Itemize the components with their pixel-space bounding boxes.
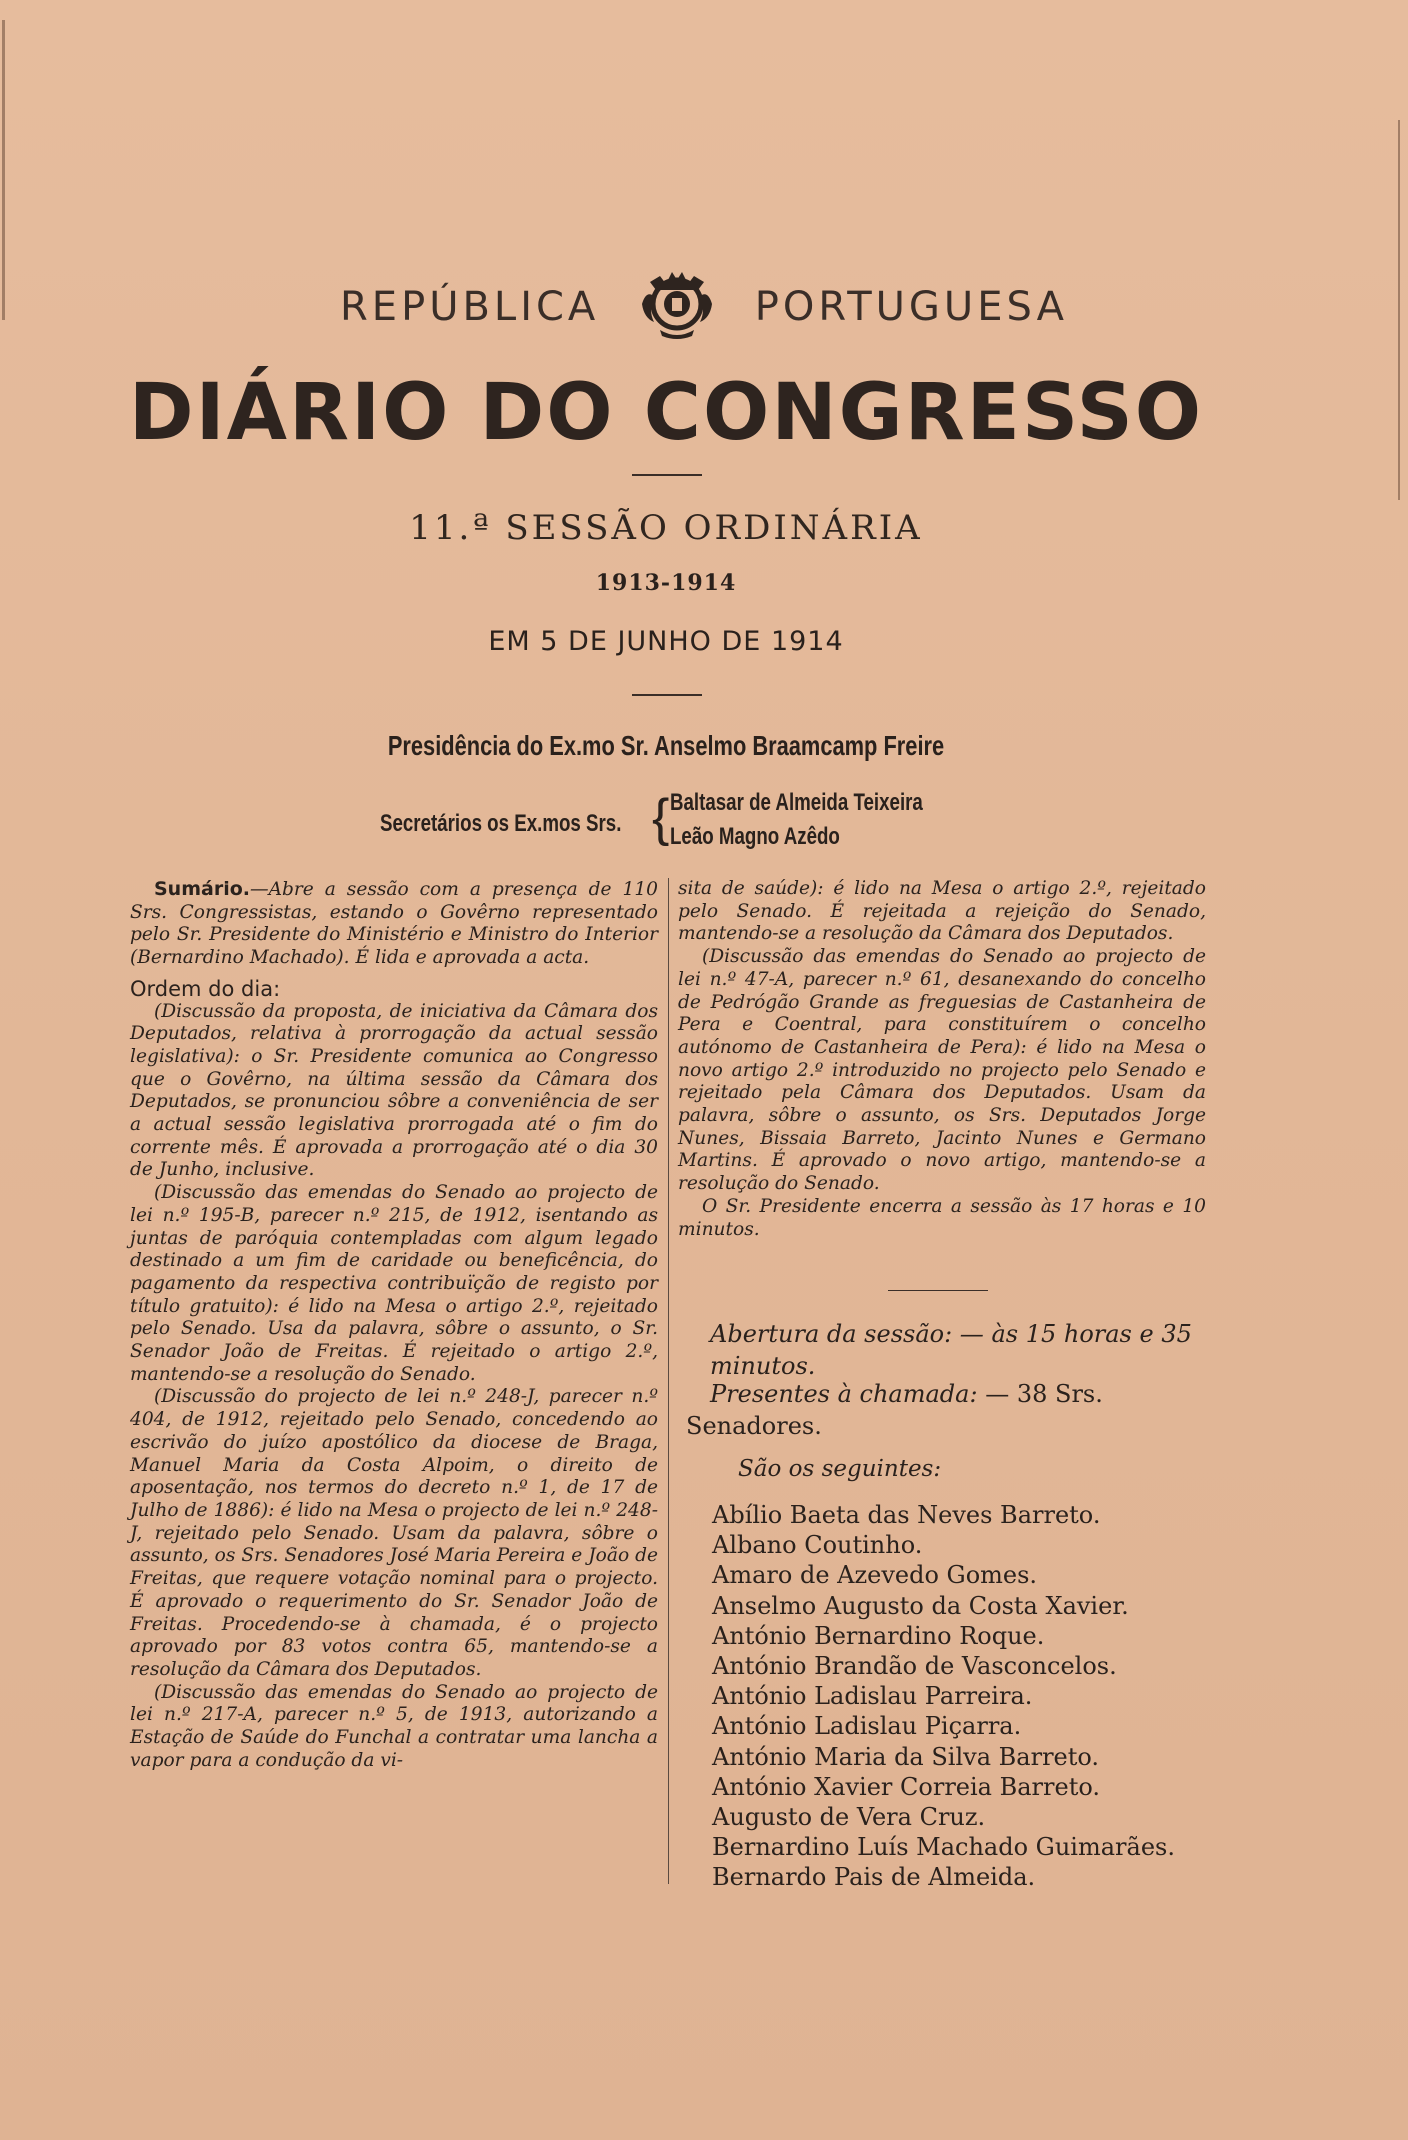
brace-glyph: { [652, 789, 670, 847]
list-item: Albano Coutinho. [712, 1531, 923, 1560]
summary-paragraph: sita de saúde): é lido na Mesa o artigo 2.º, rejeitado pelo Senado. É rejeitada a rejeição do Senado, mantendo-se a resolução da Câmara dos Deputados. [678, 878, 1206, 945]
summary-paragraph: (Discussão da proposta, de iniciativa da Câmara dos Deputados, relativa à prorrogação da actual sessão legislativa): o Sr. Presidente comunica ao Congresso que o Govêrno, na última sessão da Câmara dos Deputados, se pronunciou sôbre a conveniência de ser a actual sessão legislativa prorrogada até o fim do corrente mês. É aprovada a prorrogação até o dia 30 de Junho, inclusive. [130, 1000, 658, 1181]
summary-paragraph: (Discussão das emendas do Senado ao projecto de lei n.º 217-A, parecer n.º 5, de 1913, autorizando a Estação de Saúde do Funchal a contratar uma lancha a vapor para a condução da vi- [130, 1681, 658, 1771]
summary-left-column [130, 878, 658, 1772]
secretaries-label: Secretários os Ex.mos Srs. [380, 810, 622, 837]
republica-right: PORTUGUESA [754, 284, 1068, 330]
list-item: Bernardo Pais de Almeida. [712, 1863, 1036, 1892]
session-years: 1913-1914 [595, 570, 737, 596]
list-heading: São os seguintes: [738, 1456, 942, 1482]
summary-paragraph: O Sr. Presidente encerra a sessão às 17 horas e 10 minutos. [678, 1195, 1206, 1240]
list-item: Bernardino Luís Machado Guimarães. [712, 1833, 1175, 1862]
list-item: Amaro de Azevedo Gomes. [712, 1561, 1038, 1590]
coat-of-arms-icon [636, 260, 718, 342]
list-item: António Xavier Correia Barreto. [712, 1772, 1100, 1801]
list-item: António Maria da Silva Barreto. [712, 1742, 1100, 1771]
order-of-day-heading: Ordem do dia: [130, 976, 281, 1001]
list-item: António Brandão de Vasconcelos. [712, 1652, 1117, 1681]
secretaries-names [670, 786, 923, 854]
summary-paragraph: (Discussão das emendas do Senado ao projecto de lei n.º 47-A, parecer n.º 61, desanexando do concelho de Pedrógão Grande as freguesias de Castanheira de Pera e Coentral, para constituírem o concelho autónomo de Castanheira de Pera): é lido na Mesa o novo artigo 2.º introduzido no projecto pelo Senado e rejeitado pela Câmara dos Deputados. Usam da palavra, sôbre o assunto, os Srs. Deputados Jorge Nunes, Bissaia Barreto, Jacinto Nunes e Germano Martins. É aprovado o novo artigo, mantendo-se a resolução do Senado. [678, 946, 1206, 1195]
republica-left: REPÚBLICA [340, 284, 600, 330]
attendance-line [686, 1378, 1206, 1442]
attendance-count: — 38 Srs. Senadores. [686, 1380, 1103, 1440]
summary-label: Sumário. [154, 878, 250, 900]
senators-list [712, 1500, 1175, 1893]
list-item: António Ladislau Piçarra. [712, 1712, 1022, 1741]
binding-edge-mark [1398, 120, 1400, 500]
summary-right-column [678, 878, 1206, 1241]
binding-edge-mark [2, 20, 5, 320]
list-item: António Ladislau Parreira. [712, 1682, 1033, 1711]
list-item: Abílio Baeta das Neves Barreto. [712, 1501, 1101, 1529]
summary-paragraph: (Discussão do projecto de lei n.º 248-J, parecer n.º 404, de 1912, rejeitado pelo Senado, concedendo ao escrivão do juízo apostólico da diocese de Braga, Manuel Maria da Costa Alpoim, o direito de aposentação, nos termos do decreto n.º 1, de 17 de Julho de 1886): é lido na Mesa o projecto de lei n.º 248-J, rejeitado pelo Senado. Usam da palavra, sôbre o assunto, os Srs. Senadores José Maria Pereira e João de Freitas, que requere votação nominal para o projecto. É aprovado o requerimento do Sr. Senador João de Freitas. Procedendo-se à chamada, é o projecto aprovado por 83 votos contra 65, mantendo-se a resolução da Câmara dos Deputados. [130, 1386, 658, 1680]
session-opening: Abertura da sessão: — às 15 horas e 35 minutos. [710, 1320, 1192, 1380]
list-item: Augusto de Vera Cruz. [712, 1803, 986, 1832]
masthead-republica [0, 268, 1408, 350]
title-divider [632, 474, 702, 476]
presidency-line: Presidência do Ex.mo Sr. Anselmo Braamcamp Freire [387, 730, 945, 761]
list-item: Anselmo Augusto da Costa Xavier. [712, 1591, 1129, 1620]
newspaper-title: DIÁRIO DO CONGRESSO [128, 368, 1204, 458]
column-divider [668, 878, 669, 1884]
session-title: 11.ª SESSÃO ORDINÁRIA [409, 508, 923, 548]
summary-paragraph: (Discussão das emendas do Senado ao projecto de lei n.º 195-B, parecer n.º 215, de 1912, isentando as juntas de paróquia contempladas com algum legado destinado a um fim de caridade ou beneficência, do pagamento da respectiva contribuïção de registo por título gratuito): é lido na Mesa o artigo 2.º, rejeitado pelo Senado. Usa da palavra, sôbre o assunto, o Sr. Senador João de Freitas. É rejeitado o artigo 2.º, mantendo-se a resolução do Senado. [130, 1182, 658, 1385]
section-divider [888, 1290, 988, 1291]
list-item: António Bernardino Roque. [712, 1621, 1045, 1650]
secretary-name: Baltasar de Almeida Teixeira [670, 789, 923, 816]
date-divider [632, 694, 702, 696]
summary-text: —Abre a sessão com a presença de 110 Srs. Congressistas, estando o Govêrno representado pelo Sr. Presidente do Ministério e Ministro do Interior (Bernardino Machado). É lida e aprovada a acta. [130, 879, 658, 969]
secretary-name: Leão Magno Azêdo [670, 823, 840, 850]
session-date: EM 5 DE JUNHO DE 1914 [488, 626, 844, 657]
attendance-label: Presentes à chamada: [710, 1380, 978, 1408]
